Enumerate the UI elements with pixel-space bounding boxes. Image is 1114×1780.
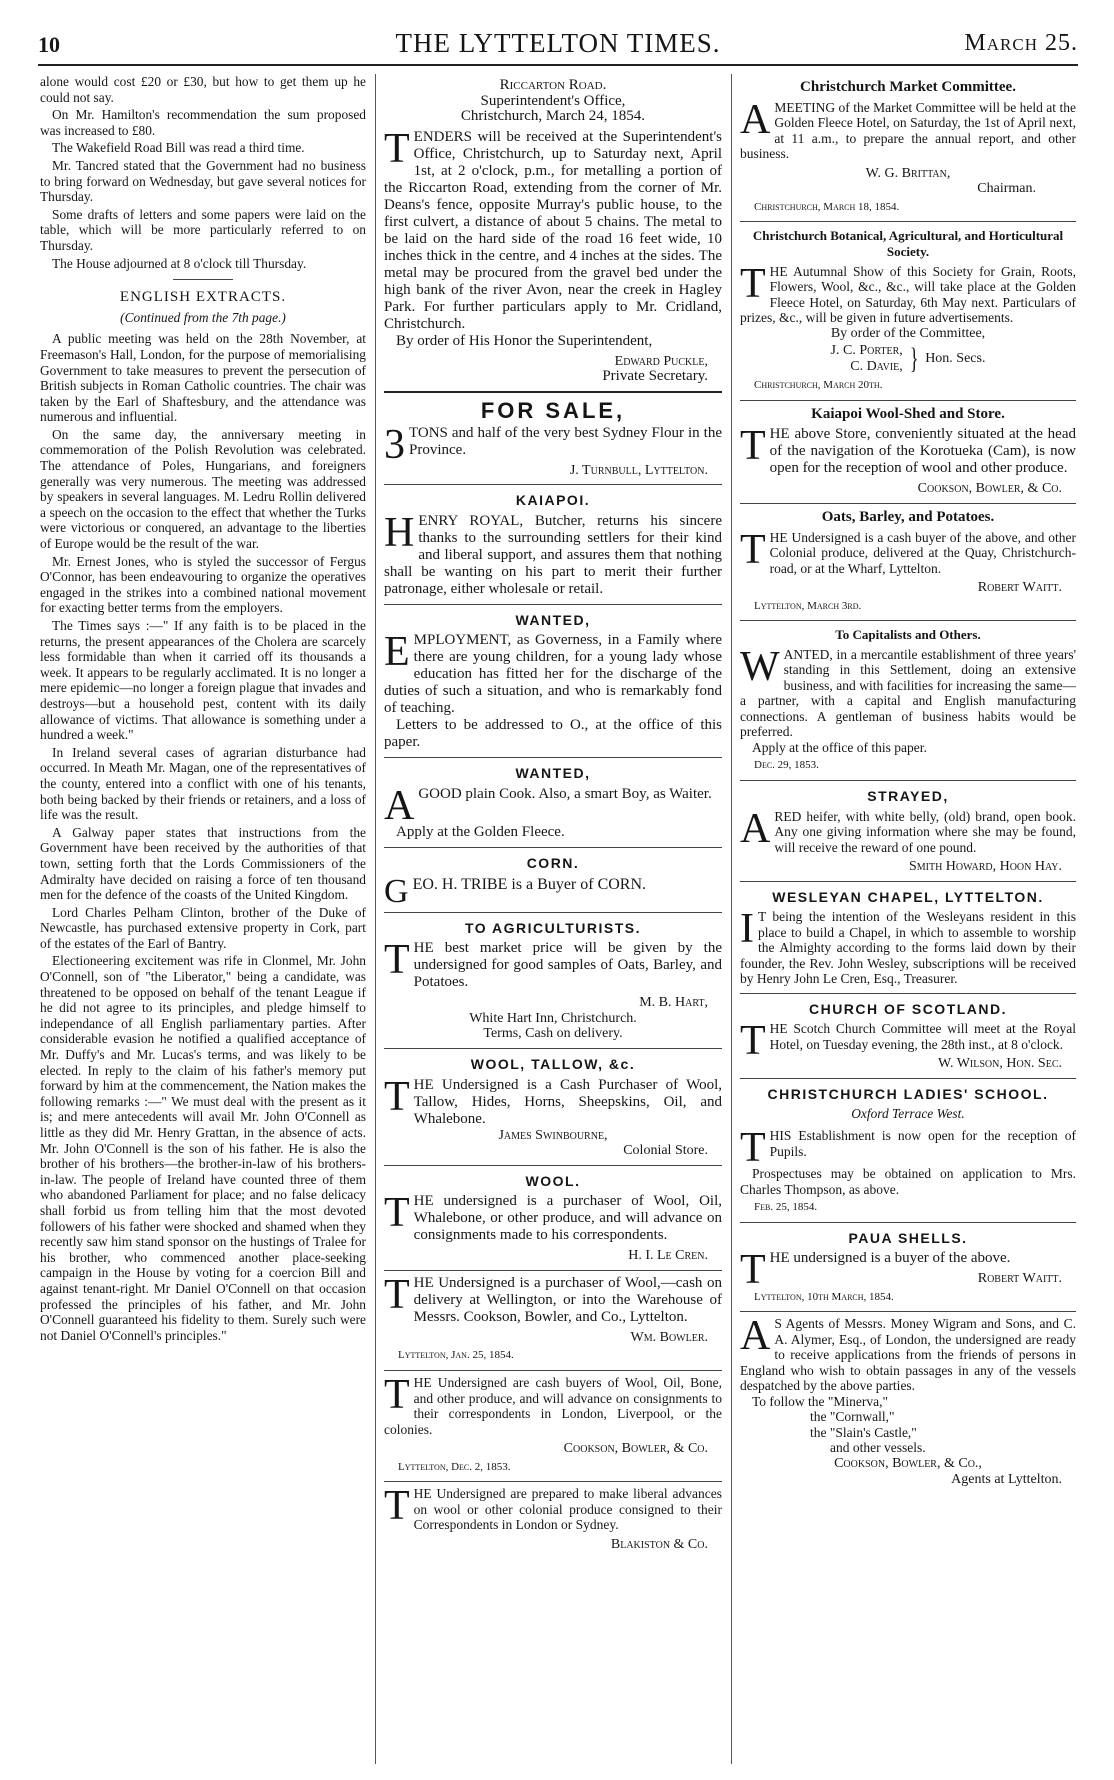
ad-signer: Edward Puckle, bbox=[614, 353, 708, 369]
ad-signer-address: White Hart Inn, Christchurch. bbox=[469, 1010, 637, 1026]
ad-signer: Blakiston & Co. bbox=[610, 1536, 708, 1552]
extract-paragraph: On the same day, the anniversary meeting in commemoration of the Polish Revolution was celebrated. The attendance of Poles, Hungarians, and foreigners generally was very numerous. The meeting was addressed by speakers in several languages. M. Ledru Rollin delivered a speech on the occasion to the effect that whether the Turks were victorious or conquered, an advantage to the liberties of Europe would be the result of the war. bbox=[40, 426, 366, 552]
drop-cap: T bbox=[740, 1125, 766, 1172]
ad-heading: Christchurch Botanical, Agricultural, and Horticultural Society. bbox=[752, 228, 1064, 259]
drop-cap: 3 bbox=[384, 421, 405, 468]
ad-blakiston bbox=[384, 1482, 722, 1558]
ad-body bbox=[384, 1190, 722, 1244]
extract-paragraph: Electioneering excitement was rife in Clonmel, Mr. John O'Connell, son of "the Liberator," being a candidate, was threatened to be opposed on behalf of the tenant League if he did not agree to its principles, and pledge himself to independance of all English parliamentary parties. After considerable evasion he notified a qualified acceptance of Mr. Duffy's and Mr. Lucas's terms, and was likely to be elected. In reply to the claim of his father's memory put forward by him at the commencement, the Nation makes the following remarks :—" We must deal with the present as it is; and mere antecedents will avail Mr. John O'Connell as little as they did Mr. Henry Grattan, in the absence of acts. Mr. John O'Connell is the son of his father. He is also the brother of his brothers—the brother-in-law of his brothers-in-law. The people of Ireland have counted three of them who abandoned Parliament for place; and no false delicacy shall forbid us from telling him that the most devoted followers of his father were shocked and shamed when they recently saw him stand sponsor on the hustings of Tralee for his brother, who commenced another place-seeking campaign in the House by voting for a coercion Bill and against tenant-right. Mr Daniel O'Connell on that occasion professed the principles of his father, and Mr. John O'Connell guaranteed his fidelity to them. Surely such were not Daniel O'Connell's principles." bbox=[40, 953, 366, 1343]
ad-signer: W. Wilson, Hon. Sec. bbox=[938, 1056, 1062, 1072]
ad-signer-address: Colonial Store. bbox=[623, 1143, 708, 1159]
ad-body bbox=[384, 629, 722, 717]
council-paragraph: The House adjourned at 8 o'clock till Thursday. bbox=[52, 255, 307, 271]
ad-office: Superintendent's Office, bbox=[480, 92, 626, 109]
ad-oats-barley bbox=[740, 504, 1076, 621]
ad-heading: CHRISTCHURCH LADIES' SCHOOL. bbox=[767, 1085, 1049, 1102]
ad-order: By order of the Committee, bbox=[830, 325, 986, 341]
ad-body bbox=[740, 1313, 1076, 1394]
ad-signer-title: Agents at Lyttelton. bbox=[951, 1471, 1062, 1487]
ad-date: Lyttelton, March 3rd. bbox=[754, 599, 862, 612]
ad-text: T being the intention of the Wesleyans resident in this place to build a Chapel, in which to assemble to worship the Almighty according to the forms laid down by their founder, the Rev. John Wesley, subscriptions will be received by Henry John Le Cren, Esq., Treasurer. bbox=[740, 909, 1076, 987]
drop-cap: A bbox=[384, 782, 415, 829]
ad-heading: To Capitalists and Others. bbox=[835, 627, 981, 643]
drop-cap: T bbox=[384, 937, 410, 984]
council-paragraph: Some drafts of letters and some papers were laid on the table, which will be more particularly referred to on Thursday. bbox=[40, 206, 366, 253]
ad-text: MEETING of the Market Committee will be held at the Golden Fleece Hotel, on Saturday, the 1st of April next, at 11 a.m., to prepare the annual report, and other business. bbox=[740, 99, 1076, 162]
ad-heading: WOOL, TALLOW, &c. bbox=[470, 1055, 636, 1072]
drop-cap: T bbox=[384, 1372, 410, 1419]
ad-heading: Christchurch Market Committee. bbox=[800, 79, 1016, 95]
drop-cap: W bbox=[740, 643, 780, 690]
column-rule-1 bbox=[375, 74, 376, 1764]
ad-cookson-buyers bbox=[384, 1371, 722, 1482]
section-divider bbox=[173, 279, 233, 280]
ad-body bbox=[384, 1271, 722, 1326]
page-number: 10 bbox=[38, 32, 60, 57]
ad-subheading: Oxford Terrace West. bbox=[851, 1106, 965, 1122]
ad-text: HE Autumnal Show of this Society for Grain, Roots, Flowers, Wool, &c., &c., will take place at the Golden Fleece Hotel, on Saturday, 6th May next. Particulars of prizes, &c., will be given in future advertisements. bbox=[740, 263, 1076, 326]
ad-wanted-employment bbox=[384, 605, 722, 759]
ad-text: HE Scotch Church Committee will meet at the Royal Hotel, on Tuesday evening, the 28th inst., at 8 o'clock. bbox=[769, 1021, 1076, 1052]
drop-cap: A bbox=[740, 1313, 771, 1360]
ad-note: Apply at the Golden Fleece. bbox=[396, 823, 565, 840]
ad-text: ENDERS will be received at the Superintendent's Office, Christchurch, up to Saturday next, April 1st, at 2 o'clock, p.m., for metalling a portion of the Riccarton Road, extending from the corner of Mr. Deans's fence, opposite Murray's public house, to the first culvert, a distance of about 5 chains. The metal to be laid on the hard side of the road 16 feet wide, 10 inches thick in the centre, and 4 inches at the sides. The metal may be procured from the gravel bed under the high bank of the river Avon, near the creek in Hagley Park. For further particulars apply to Mr. Cridland, Christchurch. bbox=[384, 128, 722, 332]
ad-body bbox=[740, 643, 1076, 740]
ad-body bbox=[384, 509, 722, 598]
ad-signer-title: Private Secretary. bbox=[602, 368, 708, 385]
drop-cap: E bbox=[384, 629, 410, 676]
ad-signer: M. B. Hart, bbox=[639, 995, 708, 1011]
ad-date: Christchurch, March 18, 1854. bbox=[754, 200, 900, 213]
ad-body bbox=[740, 906, 1076, 987]
column-1 bbox=[40, 74, 366, 1764]
drop-cap: T bbox=[740, 423, 766, 470]
drop-cap: T bbox=[384, 1073, 410, 1120]
ad-heading: CORN. bbox=[526, 854, 580, 871]
ad-text: HE undersigned is a buyer of the above. bbox=[769, 1250, 1011, 1267]
ad-body bbox=[740, 805, 1076, 856]
extract-paragraph: The Times says :—" If any faith is to be placed in the returns, the present appearances of the Cholera are scarcely less formidable than when it carried off its thousands a week. It appears to be regularly acclimated. It is no longer a mere epidemic—no longer a foreign plague that invades and destroys—but a household pest, content with its daily allowance of victims. That allowance is something under a hundred a week." bbox=[40, 618, 366, 743]
ad-date: Lyttelton, Dec. 2, 1853. bbox=[398, 1460, 511, 1473]
extracts-heading: ENGLISH EXTRACTS. bbox=[119, 289, 287, 306]
ad-signer: Smith Howard, Hoon Hay. bbox=[908, 859, 1062, 874]
ad-wool-tallow bbox=[384, 1049, 722, 1166]
ad-kaiapoi-woolshed bbox=[740, 401, 1076, 504]
ad-text: ANTED, in a mercantile establishment of three years' standing in this Settlement, doing an extensive business, and with facilities for increasing the same—a partner, with a capital and English manufacturing connections. A gentleman of business habits would be preferred. bbox=[740, 646, 1076, 740]
ad-note: Apply at the office of this paper. bbox=[752, 739, 927, 755]
ad-kaiapoi-butcher bbox=[384, 485, 722, 605]
council-paragraph: The Wakefield Road Bill was read a third time. bbox=[52, 140, 305, 156]
ad-body bbox=[740, 1125, 1076, 1172]
ad-market-committee bbox=[740, 74, 1076, 222]
council-paragraph: Mr. Tancred stated that the Government had no business to bring forward on Wednesday, but gave several notices for Thursday. bbox=[40, 157, 366, 205]
drop-cap: T bbox=[740, 1247, 766, 1294]
ad-heading: WANTED, bbox=[515, 611, 591, 628]
ship-name: the "Cornwall," bbox=[810, 1409, 895, 1425]
column-2 bbox=[384, 74, 722, 1764]
extracts-subheading: (Continued from the 7th page.) bbox=[120, 309, 286, 325]
ad-signer: Robert Waitt. bbox=[977, 1271, 1062, 1287]
ad-text: HE Undersigned is a purchaser of Wool,—cash on delivery at Wellington, or into the Warehouse of Messrs. Cookson, Bowler, and Co., Lyttelton. bbox=[413, 1274, 722, 1325]
ad-heading: FOR SALE, bbox=[480, 397, 626, 423]
ad-wanted-cook bbox=[384, 758, 722, 848]
extract-paragraph: A Galway paper states that instructions from the Government have been received by the authorities of that town, setting forth that the Lords Commissioners of the Admiralty have decided on raising a force of ten thousand men for the defence of the coasts of the United Kingdom. bbox=[40, 824, 366, 903]
secretaries-block bbox=[740, 343, 1076, 375]
newspaper-title: THE LYTTELTON TIMES. bbox=[395, 28, 721, 58]
extract-paragraph: A public meeting was held on the 28th November, at Freemason's Hall, London, for the purpose of memorialising Government to take measures to prevent the persecution of British subjects in Roman Catholic countries. The chair was taken by the Earl of Shaftesbury, and the attendance was numerous and influential. bbox=[40, 331, 366, 425]
ad-corn bbox=[384, 848, 722, 913]
ad-text: GOOD plain Cook. Also, a smart Boy, as Waiter. bbox=[418, 785, 712, 802]
ad-body bbox=[384, 421, 722, 468]
ad-terms: Terms, Cash on delivery. bbox=[483, 1026, 623, 1042]
ad-body bbox=[384, 1073, 722, 1128]
column-rule-2 bbox=[731, 74, 732, 1764]
ad-text: HE Undersigned is a Cash Purchaser of Wool, Tallow, Hides, Horns, Sheepskins, Oil, and Whalebone. bbox=[413, 1076, 722, 1127]
drop-cap: G bbox=[384, 872, 409, 910]
drop-cap: A bbox=[740, 805, 771, 852]
ad-wesleyan-chapel bbox=[740, 882, 1076, 994]
drop-cap: H bbox=[384, 509, 415, 556]
drop-cap: T bbox=[740, 260, 766, 307]
ad-ladies-school bbox=[740, 1079, 1076, 1223]
ad-date: Dec. 29, 1853. bbox=[754, 759, 819, 772]
ad-signer: W. G. Brittan, bbox=[865, 165, 951, 181]
ad-church-of-scotland bbox=[740, 994, 1076, 1079]
ad-body bbox=[740, 96, 1076, 162]
ad-signer: J. Turnbull, Lyttelton. bbox=[569, 462, 708, 478]
ad-date: Lyttelton, 10th March, 1854. bbox=[754, 1290, 894, 1303]
secretary-name: J. C. Porter, bbox=[830, 343, 903, 359]
brace-glyph: } bbox=[909, 342, 919, 376]
ad-heading: WOOL. bbox=[525, 1172, 581, 1189]
page-header bbox=[38, 28, 1078, 66]
ad-capitalists bbox=[740, 621, 1076, 781]
ad-body bbox=[384, 1372, 722, 1437]
ad-riccarton-road bbox=[384, 74, 722, 393]
ad-signer: Cookson, Bowler, & Co. bbox=[563, 1441, 708, 1457]
ad-text: HE best market price will be given by the undersigned for good samples of Oats, Barley, and Potatoes. bbox=[413, 940, 722, 991]
ad-text: HE Undersigned is a cash buyer of the above, and other Colonial produce, delivered at the Quay, Christchurch-road, or at the Wharf, Lyttelton. bbox=[769, 529, 1076, 576]
ad-body bbox=[384, 125, 722, 333]
ad-text: ENRY ROYAL, Butcher, returns his sincere thanks to the surrounding settlers for their kind and liberal support, and assures them that nothing shall be wanting on his part to merit their further patronage, either wholesale or retail. bbox=[384, 512, 722, 597]
ad-strayed bbox=[740, 781, 1076, 882]
ad-date: Feb. 25, 1854. bbox=[754, 1201, 818, 1214]
ad-heading: WANTED, bbox=[515, 765, 591, 782]
ad-text: MPLOYMENT, as Governess, in a Family where there are young children, for a young lady whose education has fitted her for the discharge of the duties of such a situation, and who is remarkably fond of teaching. bbox=[384, 632, 722, 717]
issue-date: March 25. bbox=[964, 30, 1078, 56]
ad-for-sale bbox=[384, 393, 722, 485]
ad-text: RED heifer, with white belly, (old) brand, open book. Any one giving information where she may be found, will receive the reward of one pound. bbox=[774, 808, 1076, 855]
ad-body bbox=[384, 872, 722, 910]
extract-paragraph: In Ireland several cases of agrarian disturbance had occurred. In Meath Mr. Magan, one of the representatives of the county, entered into a conflict with one of his tenants, both being backed by their friends or retainers, and a loss of life was the result. bbox=[40, 744, 366, 823]
ad-heading: WESLEYAN CHAPEL, LYTTELTON. bbox=[772, 888, 1044, 905]
extract-paragraph: Lord Charles Pelham Clinton, brother of the Duke of Newcastle, has purchased extensive property in Cork, part of the estates of the Earl of Bantry. bbox=[40, 904, 366, 951]
drop-cap: T bbox=[740, 526, 766, 573]
ad-text: TONS and half of the very best Sydney Flour in the Province. bbox=[409, 424, 722, 458]
ad-heading: Kaiapoi Wool-Shed and Store. bbox=[811, 405, 1005, 422]
ad-passage-agents bbox=[740, 1312, 1076, 1493]
ad-agriculturists bbox=[384, 913, 722, 1049]
ad-signer: Cookson, Bowler, & Co. bbox=[917, 481, 1062, 497]
ships-intro: To follow the "Minerva," bbox=[752, 1393, 889, 1409]
secretaries-title: Hon. Secs. bbox=[925, 351, 986, 367]
ad-text: HE Undersigned are prepared to make liberal advances on wool or other colonial produce consigned to their Correspondents in London or Sydney. bbox=[413, 1486, 722, 1533]
extract-paragraph: Mr. Ernest Jones, who is styled the successor of Fergus O'Connor, has been endeavouring to organize the operatives engaged in the strikes into a combined national movement for exacting better terms from the employers. bbox=[40, 553, 366, 616]
column-3 bbox=[740, 74, 1076, 1764]
ship-name: the "Slain's Castle," bbox=[810, 1424, 917, 1440]
ad-body bbox=[740, 260, 1076, 326]
council-paragraph: On Mr. Hamilton's recommendation the sum proposed was increased to £80. bbox=[40, 107, 366, 138]
ad-signer: Cookson, Bowler, & Co., bbox=[834, 1455, 982, 1471]
ad-date: Lyttelton, Jan. 25, 1854. bbox=[398, 1349, 514, 1362]
ad-heading: Riccarton Road. bbox=[499, 77, 607, 93]
drop-cap: T bbox=[740, 1018, 766, 1065]
ad-body bbox=[740, 423, 1076, 477]
drop-cap: T bbox=[384, 1483, 410, 1530]
secretary-name: C. Davie, bbox=[850, 359, 903, 375]
ad-wool bbox=[384, 1166, 722, 1271]
ad-text: HE Undersigned are cash buyers of Wool, Oil, Bone, and other produce, and will advance on consignments to their correspondents in London, Liverpool, or the colonies. bbox=[384, 1375, 722, 1437]
ad-place-date: Christchurch, March 24, 1854. bbox=[460, 108, 646, 125]
ad-body bbox=[740, 526, 1076, 577]
ad-text: HIS Establishment is now open for the reception of Pupils. bbox=[769, 1128, 1076, 1159]
other-vessels: and other vessels. bbox=[830, 1440, 926, 1456]
ad-botanical-society bbox=[740, 222, 1076, 400]
drop-cap: I bbox=[740, 906, 754, 953]
ad-heading: TO AGRICULTURISTS. bbox=[464, 919, 642, 936]
drop-cap: A bbox=[740, 96, 771, 143]
ad-note: Prospectuses may be obtained on application to Mrs. Charles Thompson, as above. bbox=[740, 1166, 1076, 1197]
ad-note: Letters to be addressed to O., at the office of this paper. bbox=[384, 717, 722, 751]
ad-signer: Robert Waitt. bbox=[977, 580, 1062, 596]
ad-text: HE above Store, conveniently situated at the head of the navigation of the Korotueka (Cam), is now open for the reception of wool and other produce. bbox=[769, 426, 1076, 477]
drop-cap: T bbox=[384, 1271, 410, 1318]
ad-text: S Agents of Messrs. Money Wigram and Sons, and C. A. Alymer, Esq., of London, the undersigned are ready to receive applications from the friends of persons in England who wish to obtain passages in any of the vessels despatched by the above parties. bbox=[740, 1316, 1076, 1394]
ad-signer-title: Chairman. bbox=[977, 181, 1036, 197]
ad-order: By order of His Honor the Superintendent, bbox=[396, 332, 653, 349]
ad-heading: PAUA SHELLS. bbox=[848, 1229, 968, 1246]
ad-signer: James Swinbourne, bbox=[498, 1127, 608, 1143]
council-paragraph: alone would cost £20 or £30, but how to get them up he could not say. bbox=[40, 74, 366, 105]
ad-bowler bbox=[384, 1271, 722, 1371]
ad-body bbox=[384, 937, 722, 991]
ad-heading: STRAYED, bbox=[867, 787, 949, 804]
ad-heading: KAIAPOI. bbox=[515, 492, 591, 509]
ad-heading: Oats, Barley, and Potatoes. bbox=[821, 508, 995, 525]
ad-paua-shells bbox=[740, 1223, 1076, 1313]
ad-heading: CHURCH OF SCOTLAND. bbox=[808, 1000, 1008, 1017]
ad-signer: Wm. Bowler. bbox=[630, 1329, 708, 1345]
ad-text: EO. H. TRIBE is a Buyer of CORN. bbox=[412, 875, 647, 893]
drop-cap: T bbox=[384, 1190, 410, 1237]
ad-signer: H. I. Le Cren. bbox=[628, 1248, 708, 1264]
ad-body bbox=[384, 1483, 722, 1533]
ad-text: HE undersigned is a purchaser of Wool, Oil, Whalebone, or other produce, and will advance on consignments made to his correspondents. bbox=[413, 1193, 722, 1244]
ad-body bbox=[384, 782, 722, 829]
drop-cap: T bbox=[384, 125, 410, 172]
ad-date: Christchurch, March 20th. bbox=[754, 379, 883, 392]
